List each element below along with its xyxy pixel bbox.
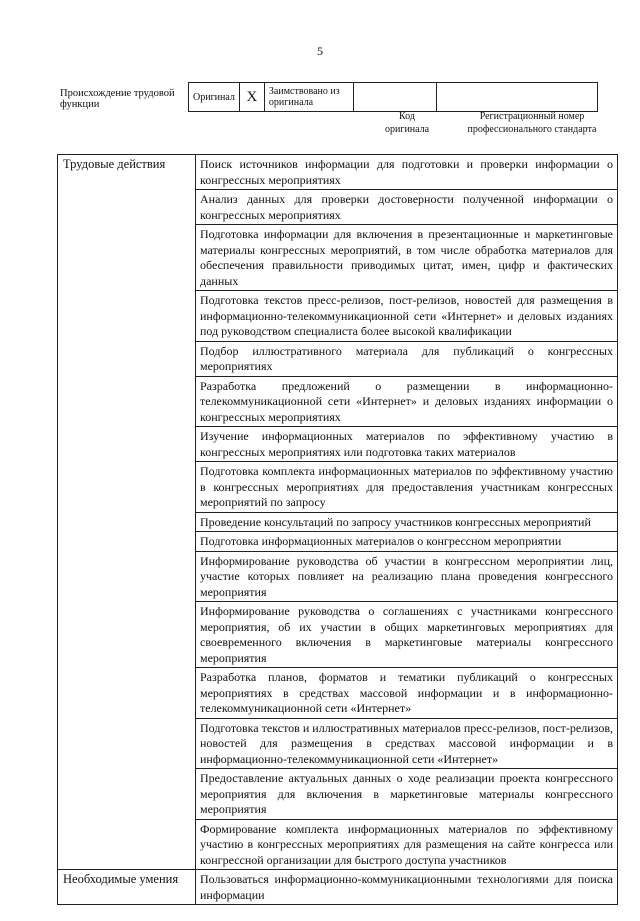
reg-number-cell <box>436 83 597 112</box>
section-label: Необходимые умения <box>58 870 196 905</box>
borrowed-cell: Заимствовано из оригинала <box>264 83 353 112</box>
action-item: Разработка предложений о размещении в информационно-телекоммуникационной сети «Интернет» и деловых изданиях информации о конгрессных мероприятиях <box>196 376 618 427</box>
reg-note: Регистрационный номер профессионального стандарта <box>467 111 597 135</box>
action-item: Пользоваться информационно-коммуникационными технологиями для поиска информации <box>196 870 618 905</box>
action-item: Разработка планов, форматов и тематики публикаций о конгрессных мероприятиях в средствах массовой информации и в информационно-телекоммуникационной сети «Интернет» <box>196 668 618 719</box>
action-item: Подбор иллюстративного материала для публикаций о конгрессных мероприятиях <box>196 341 618 376</box>
original-cell: Оригинал <box>189 83 240 112</box>
action-item: Информирование руководства об участии в конгрессном мероприятии лиц, участие которых повлияет на реализацию плана проведения конгрессного мероприятия <box>196 551 618 602</box>
action-item: Подготовка комплекта информационных материалов по эффективному участию в конгрессных мероприятиях для предоставления участникам конгрессных мероприятий по запросу <box>196 462 618 513</box>
action-item: Поиск источников информации для подготовки и проверки информации о конгрессных мероприятиях <box>196 155 618 190</box>
action-item: Проведение консультаций по запросу участников конгрессных мероприятий <box>196 512 618 532</box>
action-item: Подготовка информационных материалов о конгрессном мероприятии <box>196 532 618 552</box>
action-item: Предоставление актуальных данных о ходе реализации проекта конгрессного мероприятия для включения в маркетинговые материалы конгрессного мероприятия <box>196 769 618 820</box>
labor-functions-table <box>57 154 618 905</box>
action-item: Информирование руководства о соглашениях с участниками конгрессного мероприятия, об их участии в общих маркетинговых мероприятиях для своевременного включения в маркетинговые материалы конгрессного мероприятия <box>196 602 618 668</box>
code-cell <box>353 83 436 112</box>
action-item: Анализ данных для проверки достоверности полученной информации о конгрессных мероприятиях <box>196 190 618 225</box>
action-item: Подготовка текстов и иллюстративных материалов пресс-релизов, пост-релизов, новостей для размещения в средствах массовой информации и в информационно-телекоммуникационной сети «Интернет» <box>196 718 618 769</box>
action-item: Подготовка информации для включения в презентационные и маркетинговые материалы конгрессных мероприятий, в том числе обработка материалов для обеспечения правильности приводимых цитат, имен, цифр и фактических данных <box>196 225 618 291</box>
section-label: Трудовые действия <box>58 155 196 870</box>
table-row <box>58 870 618 905</box>
table-row <box>58 155 618 190</box>
original-mark: X <box>239 83 264 112</box>
action-item: Подготовка текстов пресс-релизов, пост-релизов, новостей для размещения в информационно-телекоммуникационной сети «Интернет» и деловых изданиях под руководством специалиста более высокой квалификации <box>196 291 618 342</box>
page-number: 5 <box>317 44 323 58</box>
action-item: Формирование комплекта информационных материалов по эффективному участию в конгрессных мероприятиях для размещения на сайте конгресса или конгрессной организации для быстрого доступа участников <box>196 819 618 870</box>
action-item: Изучение информационных материалов по эффективному участию в конгрессных мероприятиях или подготовка таких материалов <box>196 427 618 462</box>
code-note: Код оригинала <box>385 111 430 135</box>
origin-label: Происхождение трудовой функции <box>60 88 175 110</box>
origin-table <box>188 82 598 112</box>
